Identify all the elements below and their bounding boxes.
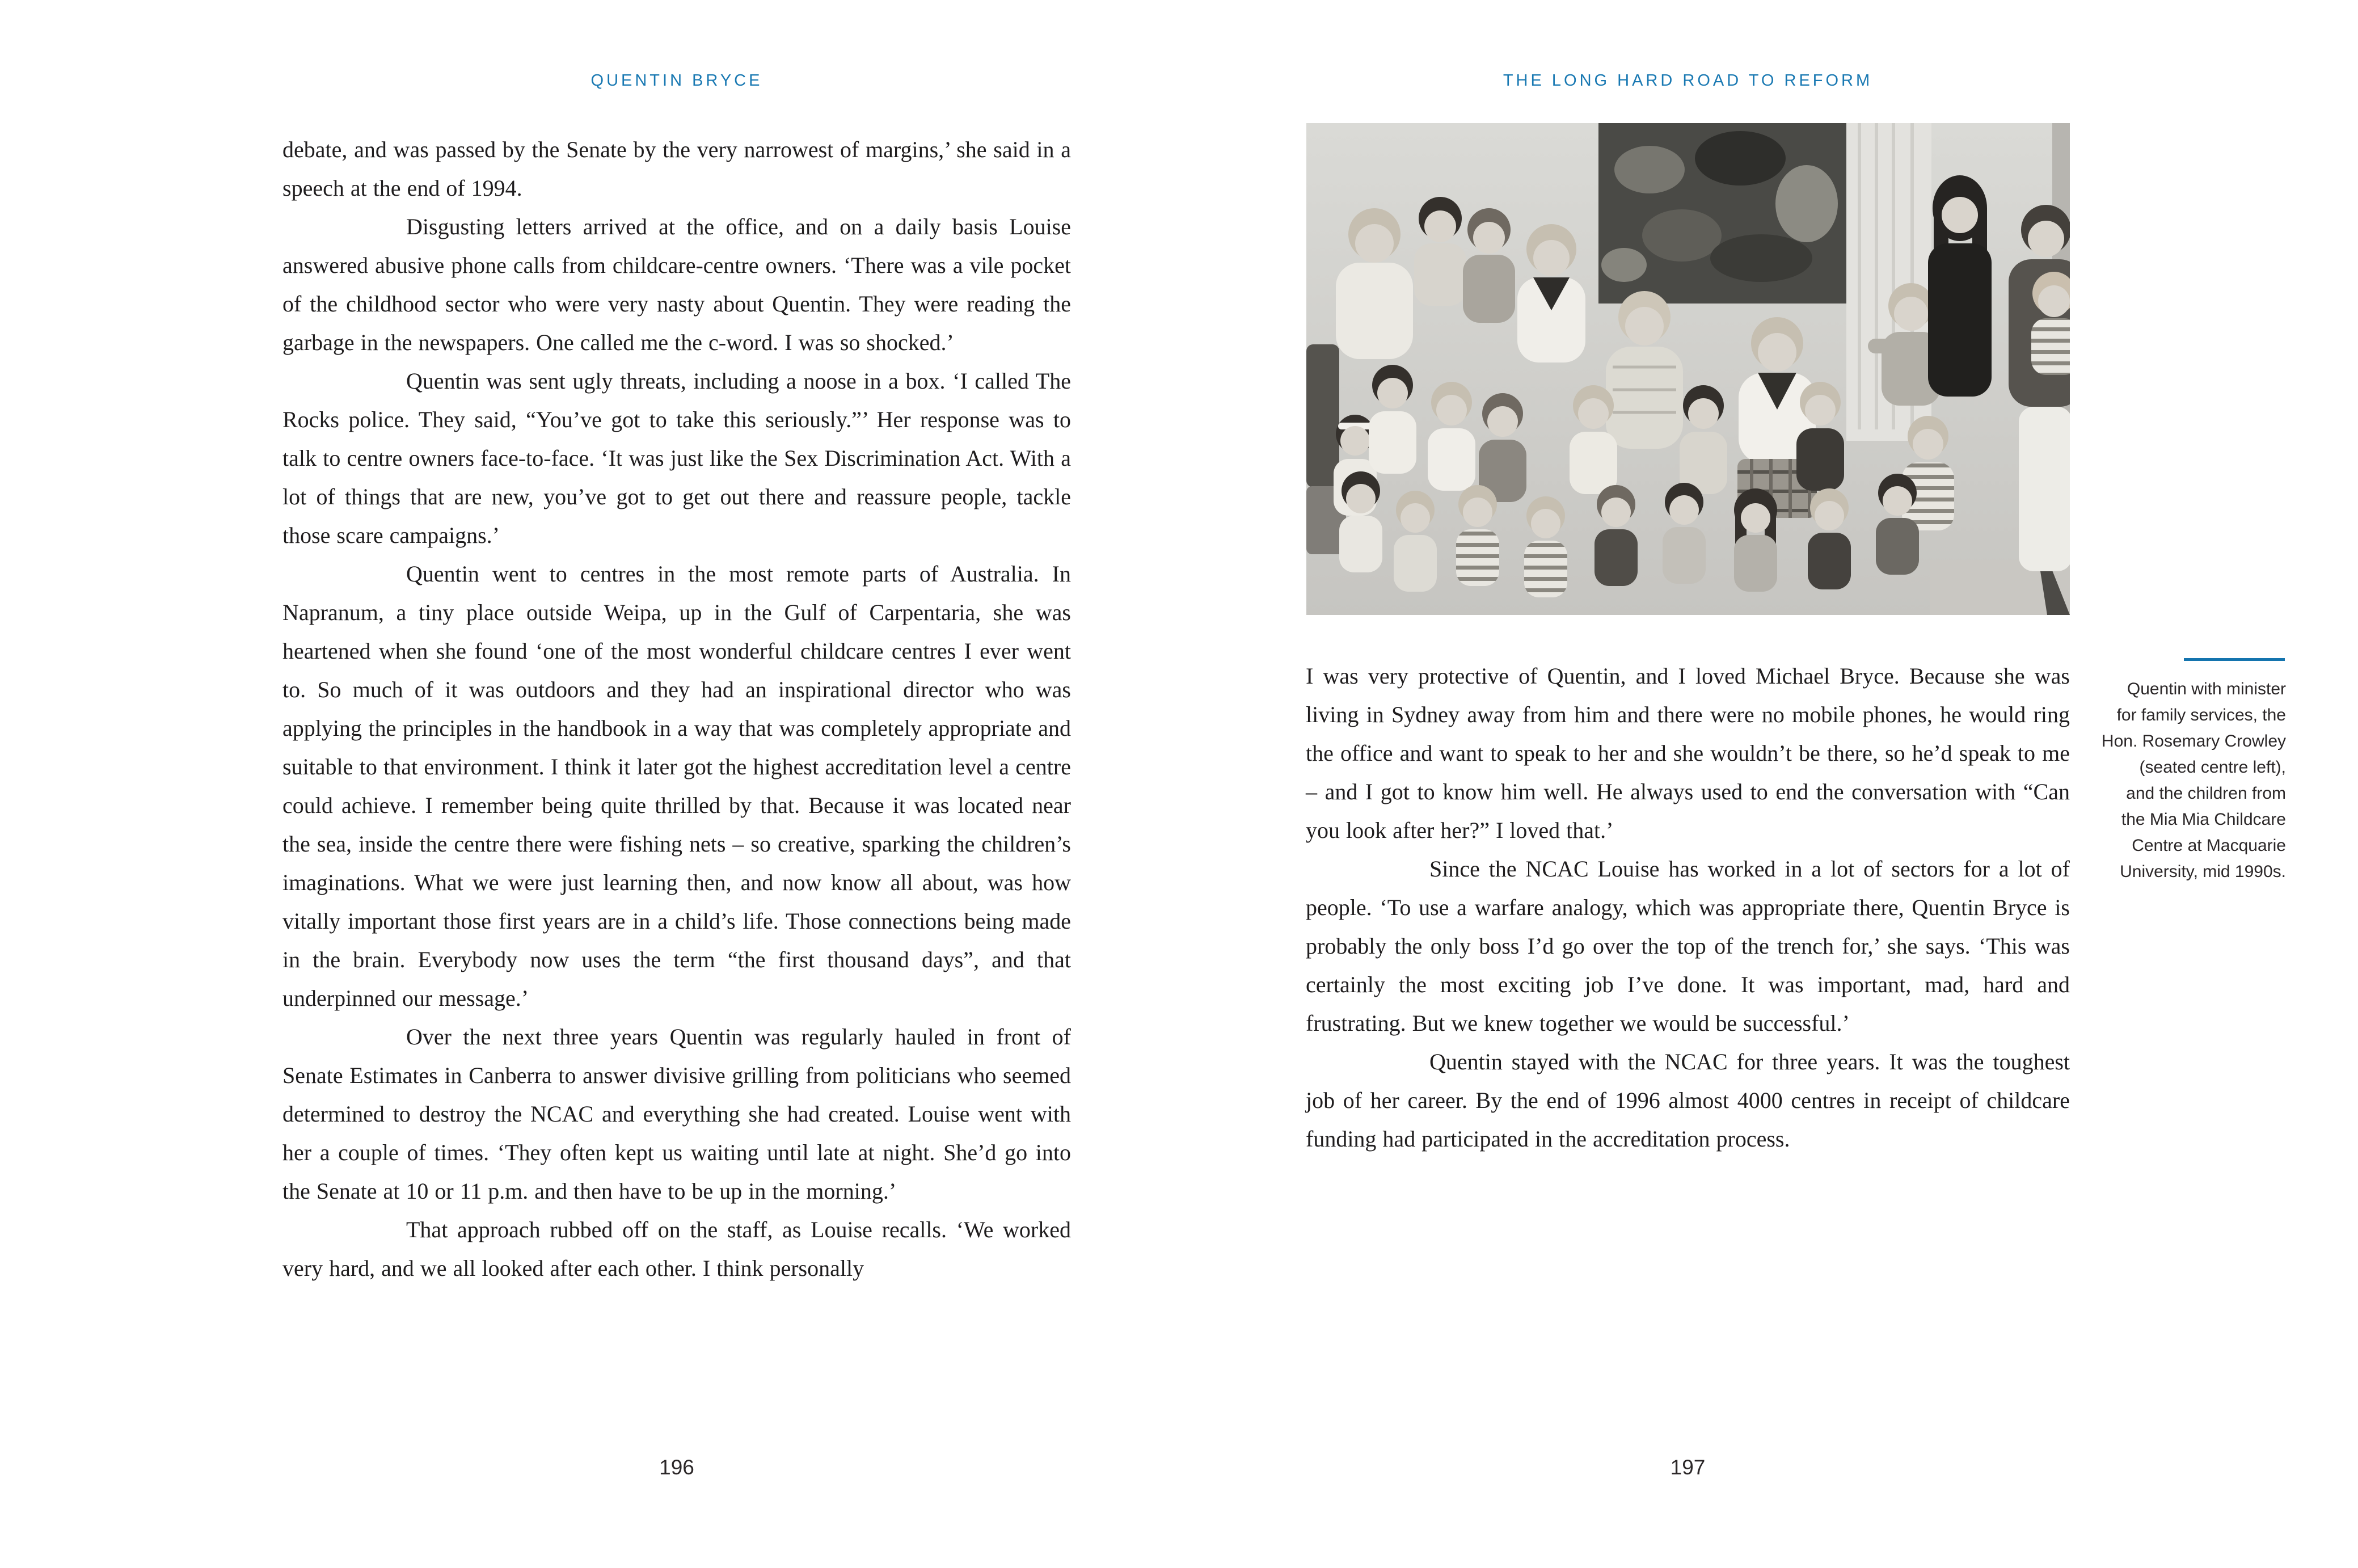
running-head-left: QUENTIN BRYCE — [590, 71, 763, 90]
figure-child — [1663, 483, 1706, 584]
paragraph: Quentin went to centres in the most remote parts of Australia. In Napranum, a tiny place outside Weipa, up in the Gulf of Carpentaria, she was heartened when she found ‘one of the most wonderful childcare centres I ever went to. So much of it was outdoors and they had an inspirational director who was applying the principles in the handbook in a way that was completely appropriate and suitable to that environment. I think it later got the highest accreditation level a centre could achieve. I remember being quite thrilled by that. Because it was located near the sea, inside the centre there were fishing nets – so creative, sparking the children’s imaginations. What we were just learning then, and now know all about, was how vitally important those first years are in a child’s life. Those connections being made in the brain. Everybody now uses the term “the first thousand days”, and that underpinned our message.’ — [282, 561, 1071, 1011]
figure-child — [1463, 208, 1515, 323]
figure-girl-on-lap — [1796, 382, 1844, 491]
running-head-right: THE LONG HARD ROAD TO REFORM — [1503, 71, 1873, 90]
caption-line: and the children from — [2126, 784, 2286, 803]
figure-child — [1456, 485, 1499, 586]
figure-child — [1479, 393, 1526, 502]
caption-line: (seated centre left), — [2139, 758, 2286, 777]
figure-child — [1808, 488, 1851, 589]
paragraph: Quentin stayed with the NCAC for three years. It was the toughest job of her career. By the end of 1996 almost 4000 centres in receipt of childcare funding had participated in the accreditation process. — [1306, 1049, 2070, 1152]
paragraph: Quentin was sent ugly threats, including a noose in a box. ‘I called The Rocks police. They said, “You’ve got to take this seriously.”’ Her response was to talk to centre owners face-to-face. ‘It was just like the Sex Discrimination Act. With a lot of things that are new, you’ve got to get out there and reassure people, tackle those scare campaigns.’ — [282, 368, 1071, 548]
photo-illustration — [1306, 123, 2070, 615]
caption-line: University, mid 1990s. — [2120, 862, 2286, 881]
figure-girl-scarf — [1517, 224, 1585, 363]
figure-child — [1524, 496, 1567, 597]
figure-boy-striped — [1902, 416, 1954, 530]
figure-held-boy — [2031, 272, 2070, 375]
figure-girl-long-hair — [1734, 488, 1777, 592]
paragraph: Over the next three years Quentin was regularly hauled in front of Senate Estimates in Canberra to answer divisive grilling from politicians who seemed determined to destroy the NCAC and everything she had created. Louise went with her a couple of times. ‘They often kept us waiting until late at night. She’d go into the Senate at 10 or 11 p.m. and then have to be up in the morning.’ — [282, 1024, 1071, 1204]
paragraph: That approach rubbed off on the staff, as Louise recalls. ‘We worked very hard, and we all looked after each other. I think personally — [282, 1217, 1071, 1281]
paragraph: Since the NCAC Louise has worked in a lot of sectors for a lot of people. ‘To use a warfare analogy, which was appropriate there, Quentin Bryce is probably the only boss I’d go over the top of the trench for,’ she says. ‘This was certainly the most exciting job I’ve done. It was important, mad, hard and frustrating. But we knew together we would be successful.’ — [1306, 856, 2070, 1036]
caption-line: for family services, the — [2116, 706, 2286, 724]
figure-child — [1394, 491, 1437, 592]
figure-child — [1428, 382, 1475, 491]
figure-child — [1369, 365, 1416, 474]
caption-line: Quentin with minister — [2127, 680, 2286, 698]
caption-rule — [2184, 658, 2285, 661]
body-text-right — [1306, 657, 2070, 1158]
page-number-left: 196 — [659, 1456, 694, 1479]
paragraph: Disgusting letters arrived at the office, and on a daily basis Louise answered abusive phone calls from childcare-centre owners. ‘There was a vile pocket of the childhood sector who were very nasty about Quentin. They were reading the garbage in the newspapers. One called me the c-word. I was so shocked.’ — [282, 214, 1071, 355]
figure-child — [1680, 385, 1727, 494]
figure-woman-dark-hair — [1928, 175, 1992, 397]
body-text-left — [282, 130, 1071, 1288]
caption-line: the Mia Mia Childcare — [2121, 810, 2286, 829]
page-number-right: 197 — [1670, 1456, 1706, 1479]
caption-line: Centre at Macquarie — [2132, 836, 2286, 855]
photo-childcare-group — [1306, 123, 2070, 615]
caption-line: Hon. Rosemary Crowley — [2101, 732, 2286, 751]
figure-child — [1595, 485, 1638, 586]
photo-caption — [2065, 676, 2286, 885]
paragraph: debate, and was passed by the Senate by the very narrowest of margins,’ she said in a speech at the end of 1994. — [282, 137, 1071, 201]
figure-child — [1339, 471, 1382, 572]
figure-child — [1570, 385, 1617, 494]
figure-child — [1876, 474, 1919, 575]
paragraph: I was very protective of Quentin, and I loved Michael Bryce. Because she was living in Sydney away from him and there were no mobile phones, he would ring the office and want to speak to her and she wouldn’t be there, so he’d speak to me – and I got to know him well. He always used to end the conversation with “Can you look after her?” I loved that.’ — [1306, 663, 2070, 843]
figure-child — [1414, 197, 1466, 306]
